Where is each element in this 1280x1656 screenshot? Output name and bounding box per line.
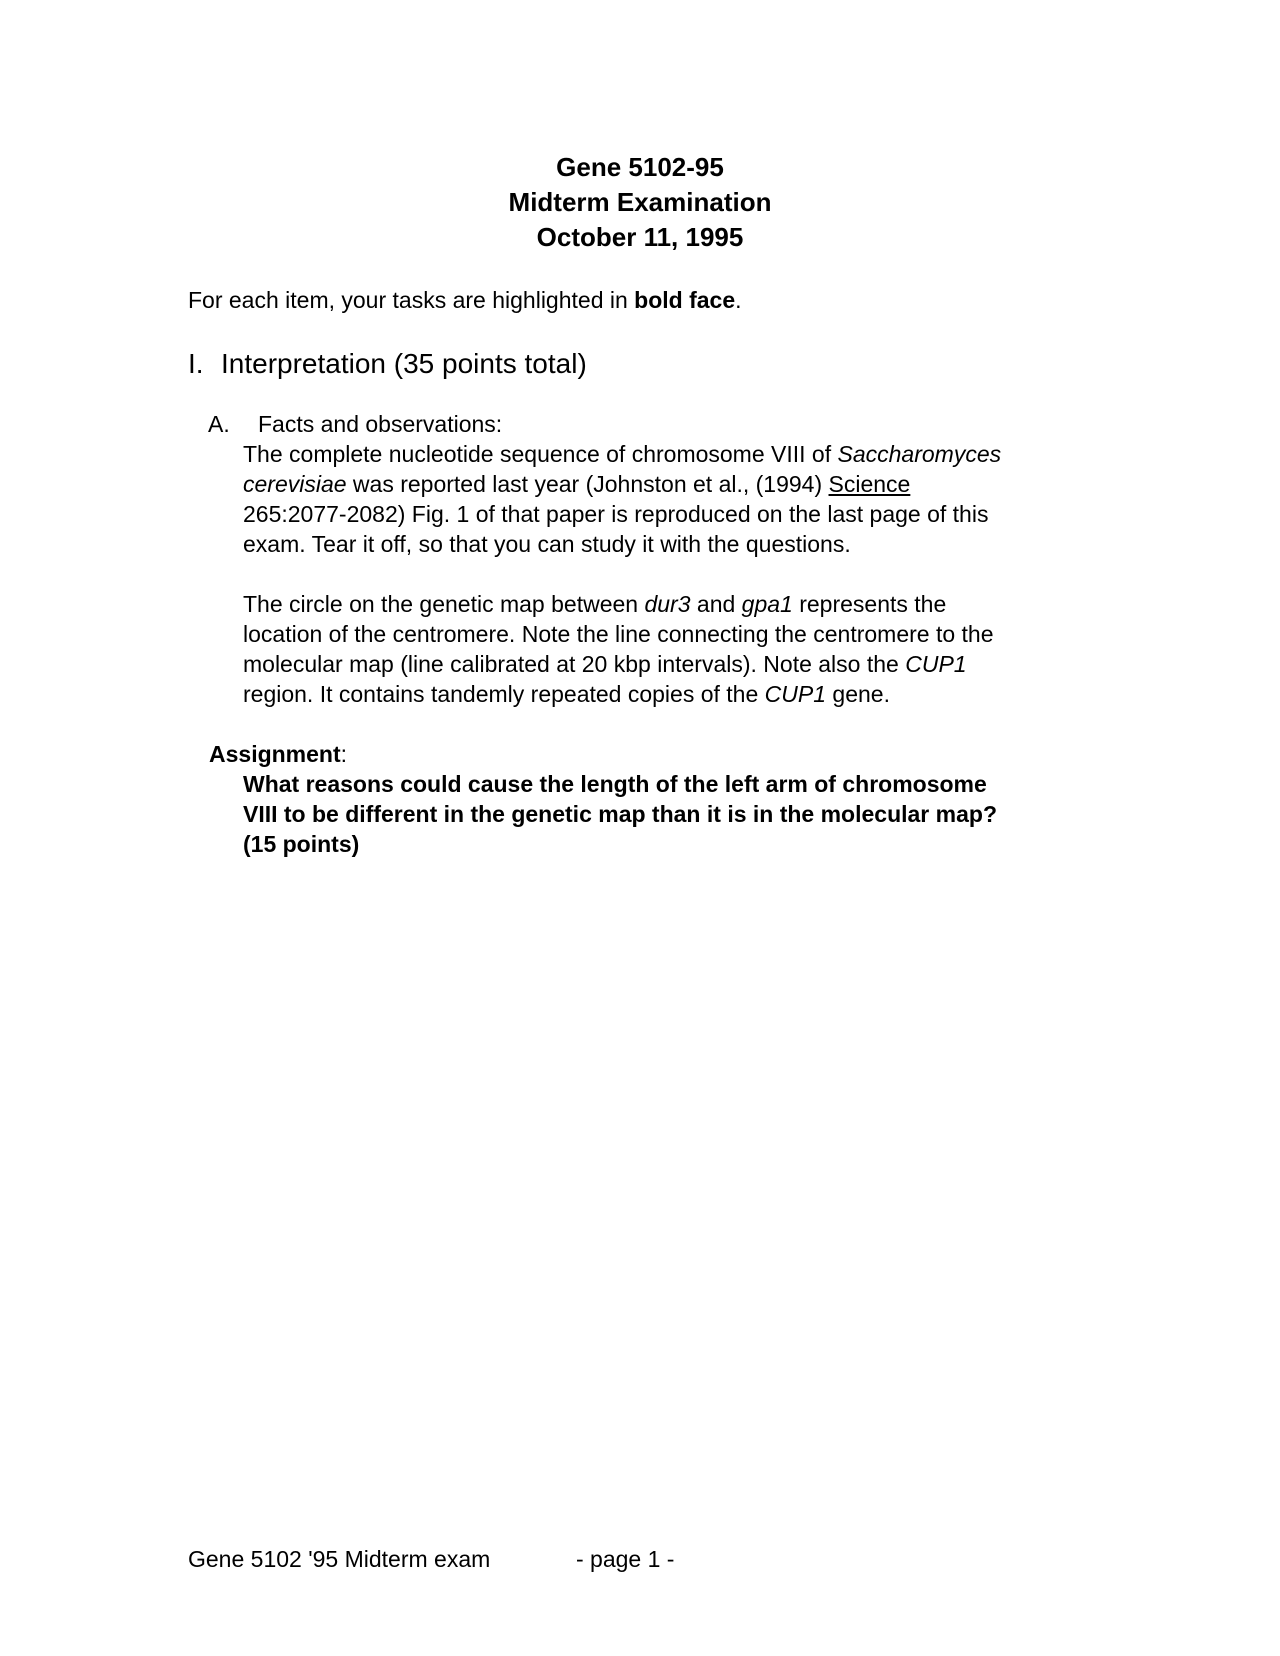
paragraph-line [243,589,994,619]
subsection-letter: A. [208,411,230,437]
instructions-bold: bold face [634,287,736,313]
section-heading [188,347,587,381]
instructions [188,285,742,315]
assignment-line: (15 points) [243,831,360,857]
assignment-task [243,769,997,859]
paragraph-line: location of the centromere. Note the line connecting the centromere to the [243,621,994,647]
section-number: I. [188,348,204,379]
page-footer [188,1544,675,1574]
assignment-line: What reasons could cause the length of the left arm of chromosome [243,771,987,797]
footer-title: Gene 5102 '95 Midterm exam [188,1546,491,1572]
subsection-title: Facts and observations: [258,411,503,437]
paragraph-line [243,649,994,679]
exam-title: Midterm Examination [508,187,772,217]
paragraph-line [243,679,994,709]
journal-name: Science [828,471,911,497]
subsection-heading [208,409,502,439]
text-run: The circle on the genetic map between [243,591,645,617]
instructions-period: . [735,287,742,313]
text-run: region. It contains tandemly repeated copies of the [243,681,765,707]
paragraph-line [243,439,1001,469]
text-run: and [690,591,742,617]
paragraph-line [243,469,1001,499]
section-title: Interpretation (35 points total) [221,348,587,379]
text-run: gene. [826,681,890,707]
facts-paragraph [243,439,1001,559]
text-run: molecular map (line calibrated at 20 kbp intervals). Note also the [243,651,906,677]
course-title: Gene 5102-95 [556,152,724,182]
text-run: represents the [792,591,947,617]
gene-name: CUP1 [905,651,967,677]
centromere-paragraph [243,589,994,709]
species-name: cerevisiae [243,471,347,497]
assignment-label-text: Assignment [209,741,341,767]
gene-name: CUP1 [764,681,827,707]
document-title [0,150,1280,255]
paragraph-line: 265:2077-2082) Fig. 1 of that paper is reproduced on the last page of this [243,501,989,527]
page-number: - page 1 - [576,1546,675,1572]
paragraph-line: exam. Tear it off, so that you can study it with the questions. [243,531,851,557]
exam-date: October 11, 1995 [536,222,744,252]
species-genus: Saccharomyces [837,441,1002,467]
instructions-text: For each item, your tasks are highlighted in [188,287,635,313]
assignment-label [209,739,347,769]
assignment-line: VIII to be different in the genetic map than it is in the molecular map? [243,801,997,827]
gene-name: gpa1 [741,591,793,617]
text-run: was reported last year (Johnston et al., (1994) [346,471,829,497]
assignment-colon: : [340,741,348,767]
gene-name: dur3 [644,591,691,617]
text-run: The complete nucleotide sequence of chromosome VIII of [243,441,838,467]
